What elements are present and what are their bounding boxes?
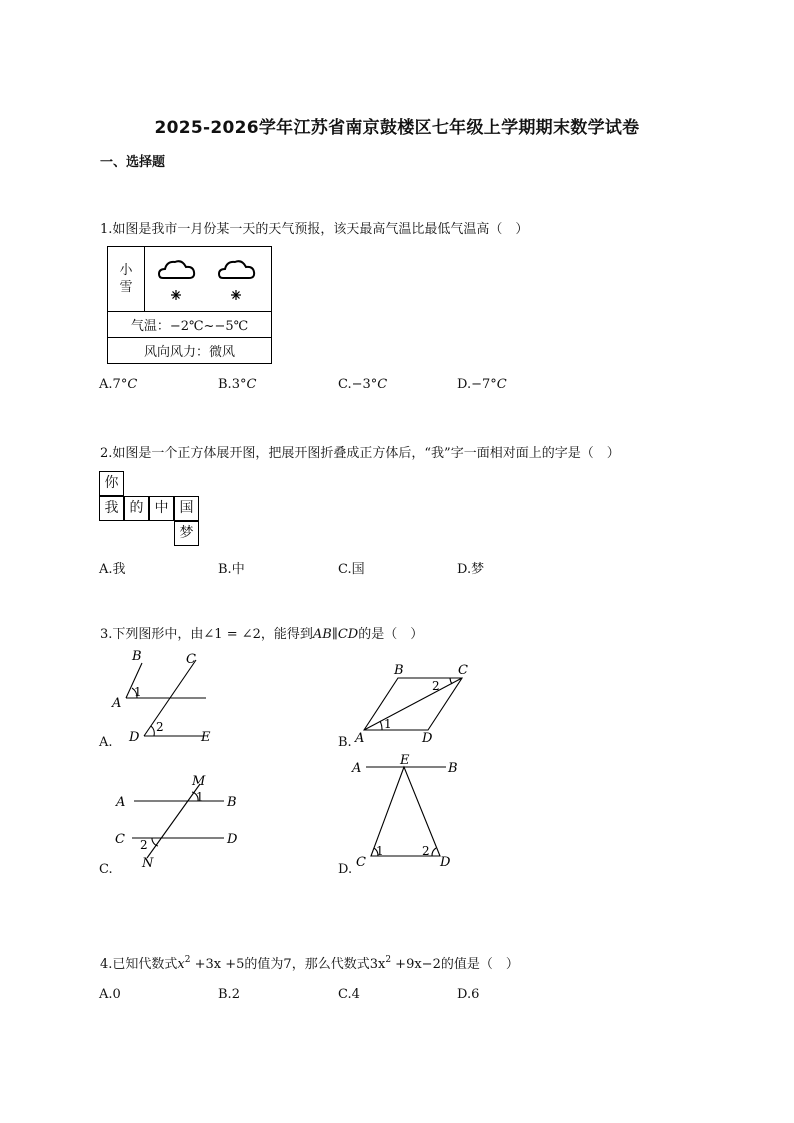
q4-option-d[interactable] <box>457 987 479 1002</box>
label-2: 2 <box>422 844 430 858</box>
label-c: C <box>115 832 125 847</box>
option-value: 3 <box>231 377 240 392</box>
net-face: 梦 <box>174 521 199 546</box>
q1-option-c[interactable] <box>338 377 387 392</box>
q4-option-a[interactable] <box>99 987 121 1002</box>
option-value: 2 <box>231 987 240 1002</box>
net-face: 中 <box>149 496 174 521</box>
option-key: A. <box>99 987 113 1002</box>
option-value: 0 <box>112 987 121 1002</box>
label-m: M <box>192 774 206 789</box>
option-key: B. <box>218 377 232 392</box>
q3-figure-b <box>352 660 477 750</box>
question-2-text: 2.如图是一个正方体展开图，把展开图折叠成正方体后，“我”字一面相对面上的字是（ ） <box>100 446 620 461</box>
q3-figure-a <box>108 648 218 746</box>
net-face: 的 <box>124 496 149 521</box>
label-d: D <box>129 730 140 745</box>
q3-option-d[interactable]: D. <box>338 862 353 877</box>
weather-condition-line1: 小 <box>119 263 133 278</box>
weather-condition-line2: 雪 <box>119 280 133 295</box>
option-unit: °C <box>239 377 257 392</box>
option-key: A. <box>99 562 113 577</box>
q4-text-prefix: 4.已知代数式 <box>100 957 178 972</box>
q3-text-suffix: 的是（ ） <box>358 627 424 642</box>
label-1: 1 <box>196 790 204 804</box>
question-1-text: 1.如图是我市一月份某一天的天气预报，该天最高气温比最低气温高（ ） <box>100 222 529 237</box>
label-a: A <box>116 795 126 810</box>
label-e: E <box>201 730 211 745</box>
option-key: C. <box>338 987 352 1002</box>
option-key: B. <box>218 562 232 577</box>
q4-expr2-lead: 3x <box>369 957 386 972</box>
net-face: 你 <box>99 471 124 496</box>
q3-option-b[interactable]: B. <box>338 735 352 750</box>
option-value: −7 <box>471 377 491 392</box>
q4-text-suffix: 的值是（ ） <box>440 957 519 972</box>
q4-expr2-exp: 2 <box>385 955 392 965</box>
label-a: A <box>112 696 122 711</box>
label-2: 2 <box>140 838 148 852</box>
cloud-snow-icon <box>159 261 194 300</box>
weather-icons <box>145 247 271 307</box>
option-key: C. <box>338 377 352 392</box>
label-c: C <box>356 855 366 870</box>
option-key: A. <box>99 377 113 392</box>
q2-option-c[interactable] <box>338 558 365 577</box>
label-1: 1 <box>376 844 384 858</box>
label-d: D <box>227 832 238 847</box>
label-c: C <box>458 663 468 678</box>
page-title: 2025-2026学年江苏省南京鼓楼区七年级上学期期末数学试卷 <box>154 118 640 138</box>
q2-option-d[interactable] <box>457 558 484 577</box>
label-a: A <box>352 761 362 776</box>
option-value: 我 <box>112 562 126 577</box>
label-e: E <box>400 753 410 768</box>
weather-condition-cell <box>108 247 145 312</box>
q1-option-b[interactable] <box>218 377 256 392</box>
q4-expr1-exp: 2 <box>184 955 191 965</box>
q2-option-b[interactable] <box>218 558 245 577</box>
option-key: C. <box>338 562 352 577</box>
q3-figure-c <box>112 772 247 872</box>
option-value: 梦 <box>471 562 485 577</box>
net-face: 国 <box>174 496 199 521</box>
option-value: 中 <box>231 562 245 577</box>
q3-option-a[interactable]: A. <box>99 735 113 750</box>
q4-text-mid: 的值为7，那么代数式 <box>244 957 370 972</box>
wind-cell: 风向风力：微风 <box>108 338 272 364</box>
option-value: 国 <box>351 562 365 577</box>
option-value: −3 <box>351 377 371 392</box>
weather-icons-cell <box>145 247 272 312</box>
temperature-cell: 气温：−2℃~−5℃ <box>108 312 272 338</box>
q3-text-math: AB∥CD <box>312 627 359 642</box>
cube-net <box>99 471 203 547</box>
option-value: 6 <box>471 987 480 1002</box>
label-1: 1 <box>384 717 392 731</box>
q4-expr2-rest: +9x−2 <box>391 957 441 972</box>
q4-option-b[interactable] <box>218 987 240 1002</box>
option-value: 7 <box>112 377 121 392</box>
question-3-text <box>100 623 423 642</box>
q3-option-c[interactable]: C. <box>99 862 113 877</box>
option-unit: °C <box>490 377 507 392</box>
weather-forecast-table <box>107 246 272 364</box>
cloud-snow-icon <box>219 261 254 300</box>
q1-option-d[interactable] <box>457 377 507 392</box>
label-b: B <box>227 795 237 810</box>
q3-text-prefix: 3.下列图形中，由∠1 = ∠2，能得到 <box>100 627 313 642</box>
q4-expr1-var: x <box>177 957 185 972</box>
label-2: 2 <box>156 720 164 734</box>
option-unit: °C <box>370 377 388 392</box>
option-key: D. <box>457 987 472 1002</box>
question-4-text <box>100 953 519 972</box>
label-d: D <box>440 855 451 870</box>
label-n: N <box>142 856 154 871</box>
label-b: B <box>132 649 142 664</box>
option-key: D. <box>457 562 472 577</box>
q3-figure-d <box>348 752 468 872</box>
option-value: 4 <box>351 987 360 1002</box>
label-1: 1 <box>134 685 142 699</box>
label-b: B <box>394 663 404 678</box>
section-heading: 一、选择题 <box>100 155 166 170</box>
q4-expr1-rest: +3x +5 <box>190 957 245 972</box>
q4-option-c[interactable] <box>338 987 360 1002</box>
label-d: D <box>422 731 433 746</box>
net-face: 我 <box>99 496 124 521</box>
label-b: B <box>448 761 458 776</box>
option-unit: °C <box>120 377 138 392</box>
q1-option-a[interactable] <box>99 377 137 392</box>
label-a: A <box>355 731 365 746</box>
label-2: 2 <box>432 679 440 693</box>
label-c: C <box>186 652 196 667</box>
option-key: B. <box>218 987 232 1002</box>
q2-option-a[interactable] <box>99 558 126 577</box>
option-key: D. <box>457 377 472 392</box>
